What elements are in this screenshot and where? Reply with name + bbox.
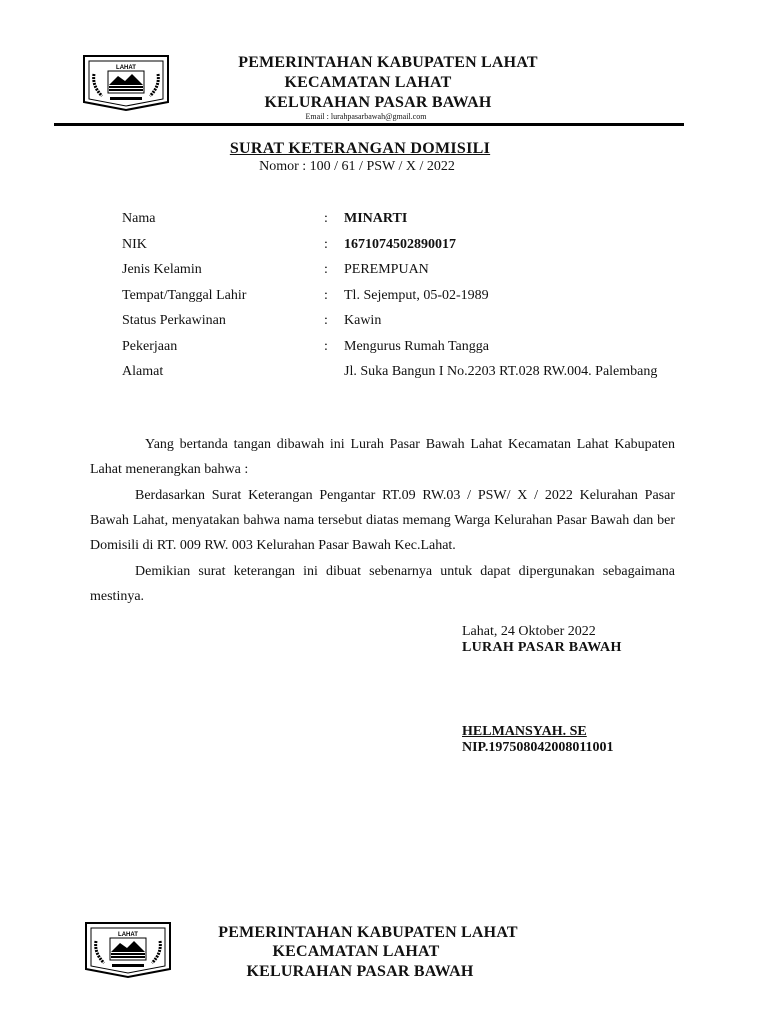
letter-title: SURAT KETERANGAN DOMISILI (229, 140, 491, 157)
letterhead-email: Email : lurahpasarbawah@gmail.com (305, 112, 427, 121)
footer-letterhead-line-2: KECAMATAN LAHAT (272, 943, 440, 960)
value-alamat: Jl. Suka Bangun I No.2203 RT.028 RW.004. Palembang (344, 364, 658, 379)
svg-text:LAHAT: LAHAT (116, 65, 136, 71)
letterhead-line-3: KELURAHAN PASAR BAWAH (264, 94, 492, 111)
footer-letterhead-line-3: KELURAHAN PASAR BAWAH (246, 963, 474, 980)
body-paragraph-2: Berdasarkan Surat Keterangan Pengantar RT.09 RW.03 / PSW/ X / 2022 Kelurahan Pasar Bawah Lahat, menyatakan bahwa nama tersebut diatas memang Warga Kelurahan Pasar Bawah dan ber Domisili di RT. 009 RW. 003 Kelurahan Pasar Bawah Kec.Lahat. (90, 488, 675, 553)
body-paragraph-3: Demikian surat keterangan ini dibuat sebenarnya untuk dapat dipergunakan sebagaimana mestinya. (90, 564, 675, 604)
colon: : (324, 288, 328, 303)
signature-nip: NIP.197508042008011001 (462, 740, 614, 755)
footer-letterhead-line-1: PEMERINTAHAN KABUPATEN LAHAT (218, 924, 518, 941)
colon: : (324, 262, 328, 277)
label-jenis-kelamin: Jenis Kelamin (122, 262, 202, 277)
label-status-perkawinan: Status Perkawinan (122, 313, 226, 328)
svg-text:LAHAT: LAHAT (118, 932, 138, 938)
value-status-perkawinan: Kawin (344, 313, 382, 328)
signature-position: LURAH PASAR BAWAH (462, 640, 622, 655)
label-alamat: Alamat (122, 364, 164, 379)
body-paragraph-1: Yang bertanda tangan dibawah ini Lurah Pasar Bawah Lahat Kecamatan Lahat Kabupaten Lahat menerangkan bahwa : (90, 437, 675, 477)
label-nik: NIK (122, 237, 147, 252)
value-pekerjaan: Mengurus Rumah Tangga (344, 339, 489, 354)
letterhead-line-1: PEMERINTAHAN KABUPATEN LAHAT (238, 54, 538, 71)
letterhead-divider (54, 123, 684, 126)
colon: : (324, 211, 328, 226)
colon: : (324, 339, 328, 354)
label-nama: Nama (122, 211, 156, 226)
signature-name: HELMANSYAH. SE (462, 724, 587, 739)
value-jenis-kelamin: PEREMPUAN (344, 262, 429, 277)
value-tempat-tanggal-lahir: Tl. Sejemput, 05-02-1989 (344, 288, 489, 303)
letterhead-line-2: KECAMATAN LAHAT (284, 74, 452, 91)
colon: : (324, 313, 328, 328)
letter-number: Nomor : 100 / 61 / PSW / X / 2022 (259, 159, 455, 174)
value-nama: MINARTI (344, 211, 408, 226)
signature-place-date: Lahat, 24 Oktober 2022 (462, 624, 596, 639)
label-tempat-tanggal-lahir: Tempat/Tanggal Lahir (122, 288, 247, 303)
label-pekerjaan: Pekerjaan (122, 339, 178, 354)
colon: : (324, 237, 328, 252)
value-nik: 1671074502890017 (344, 237, 456, 252)
